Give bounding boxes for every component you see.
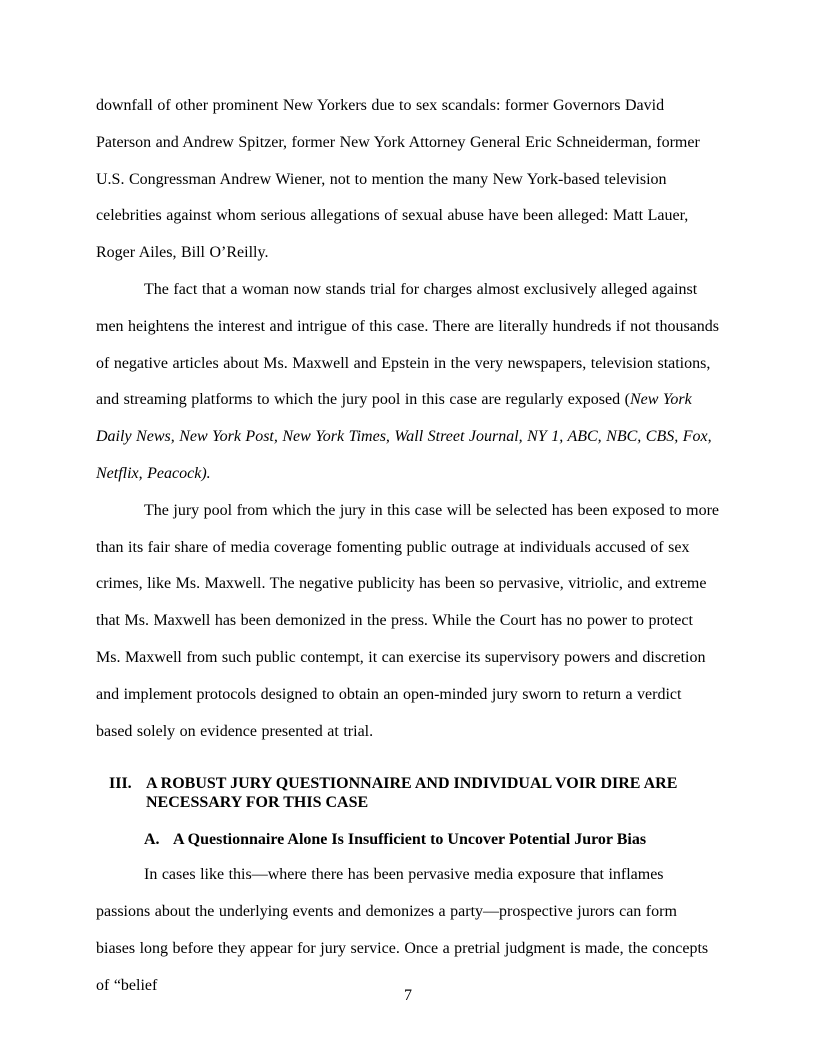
media-outlets-italic-list: New York Daily News, New York Post, New York Times, Wall Street Journal, NY 1, ABC, NBC, CBS, Fox, Netflix, Peacock). (96, 391, 712, 482)
paragraph-media-exposure-text: The fact that a woman now stands trial for charges almost exclusively alleged against men heightens the interest and intrigue of this case. There are literally hundreds if not thousands of negative articles about Ms. Maxwell and Epstein in the very newspapers, television stations, and streaming platforms to which the jury pool in this case are regularly exposed ( (96, 280, 720, 409)
subsection-number: A. (144, 831, 160, 849)
subsection-heading (144, 830, 720, 849)
section-number: III. (109, 775, 132, 793)
page-number: 7 (404, 987, 412, 1004)
paragraph-jury-pool: The jury pool from which the jury in this case will be selected has been exposed to more than its fair share of media coverage fomenting public outrage at individuals accused of sex crimes, like Ms. Maxwell. The negative publicity has been so pervasive, vitriolic, and extreme that Ms. Maxwell has been demonized in the press. While the Court has no power to protect Ms. Maxwell from such public contempt, it can exercise its supervisory powers and discretion and implement protocols designed to obtain an open-minded jury sworn to return a verdict based solely on evidence presented at trial. (96, 501, 720, 740)
paragraph-media-exposure (96, 272, 720, 493)
subsection-title: A Questionnaire Alone Is Insufficient to Uncover Potential Juror Bias (173, 831, 647, 849)
paragraph-juror-bias: In cases like this—where there has been pervasive media exposure that inflames passions about the underlying events and demonizes a party—prospective jurors can form biases long before they appear for jury service. Once a pretrial judgment is made, the concepts of “belief (96, 866, 709, 994)
section-heading (96, 774, 720, 812)
section-title: A ROBUST JURY QUESTIONNAIRE AND INDIVIDUAL VOIR DIRE ARE NECESSARY FOR THIS CASE (146, 775, 678, 812)
paragraph-continuation: downfall of other prominent New Yorkers due to sex scandals: former Governors David Paterson and Andrew Spitzer, former New York Attorney General Eric Schneiderman, former U.S. Congressman Andrew Wiener, not to mention the many New York-based television celebrities against whom serious allegations of sexual abuse have been alleged: Matt Lauer, Roger Ailes, Bill O’Reilly. (96, 97, 700, 262)
